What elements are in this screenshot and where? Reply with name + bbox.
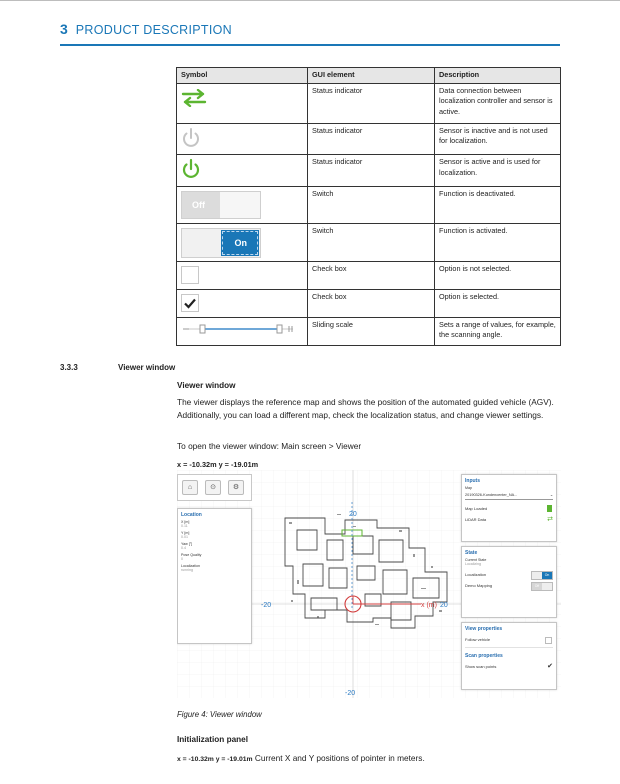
field-value: 0.4: [181, 546, 186, 550]
gui-element-cell: Status indicator: [308, 123, 435, 155]
axis-label-right: 20: [440, 602, 448, 609]
subsection-title: Viewer window: [177, 381, 236, 390]
coordinate-readout: x = -10.32m y = -19.01m: [177, 460, 259, 469]
toggle-label: On: [542, 572, 552, 579]
toggle-label: Off: [532, 583, 542, 590]
top-border: [0, 0, 620, 1]
open-instruction: To open the viewer window: Main screen > Viewer: [177, 441, 362, 451]
arrows-icon: [181, 89, 207, 107]
field-label: Y [m]: [181, 531, 190, 535]
description-cell: Sensor is active and is used for localization.: [435, 155, 561, 187]
field-label: Localization: [181, 564, 200, 568]
viewer-description: The viewer displays the reference map and shows the position of the automated guided vehicle (AGV). Additionally, you can load a different map, check the localization status, and change viewer settings.: [177, 397, 554, 421]
demo-mapping-toggle[interactable]: [531, 582, 553, 591]
description-cell: Sensor is inactive and is not used for localization.: [435, 123, 561, 155]
table-header-row: [177, 68, 561, 84]
checkbox-empty-symbol: [181, 266, 199, 284]
gui-element-cell: Check box: [308, 289, 435, 317]
checkbox-checked-symbol: [181, 294, 199, 312]
view-properties-panel: [461, 622, 557, 690]
chapter-number: 3: [60, 21, 68, 37]
symbol-cell: [177, 155, 308, 187]
demo-mapping-row: [462, 580, 556, 591]
table-row: [177, 223, 561, 261]
map-select[interactable]: [465, 491, 553, 500]
gui-element-cell: Status indicator: [308, 83, 435, 123]
description-cell: Option is selected.: [435, 289, 561, 317]
follow-vehicle-checkbox[interactable]: [545, 637, 552, 644]
description-cell: Option is not selected.: [435, 261, 561, 289]
switch-off-symbol: [181, 191, 261, 219]
table-row: [177, 123, 561, 155]
row-label: Follow vehicle: [465, 637, 491, 642]
field-value: running: [181, 568, 193, 572]
viewer-screenshot: [177, 470, 561, 698]
row-label: LiDAR Data: [465, 517, 487, 522]
gui-element-cell: Check box: [308, 261, 435, 289]
chapter-header: [60, 21, 232, 37]
section-title: Viewer window: [118, 363, 176, 372]
table-row: [177, 155, 561, 187]
row-label: Demo Mapping: [465, 583, 493, 588]
symbol-cell: [177, 317, 308, 345]
show-scan-checkbox[interactable]: ✔: [547, 663, 553, 670]
gui-element-cell: Switch: [308, 223, 435, 261]
symbol-table: [176, 67, 561, 346]
description-cell: Data connection between localization controller and sensor is active.: [435, 83, 561, 123]
axis-label-top: 20: [349, 511, 357, 518]
table-header: Description: [435, 68, 561, 84]
field-label: Pose Quality: [181, 553, 202, 557]
switch-off-label: Off: [192, 199, 205, 210]
slider-icon: [181, 322, 297, 336]
description-cell: Function is deactivated.: [435, 186, 561, 223]
map-label: Map: [465, 486, 472, 490]
map-select-value: 20190326-Kundencenter_NA...: [465, 493, 518, 497]
field-value: 0.01: [181, 535, 188, 539]
gui-element-cell: Sliding scale: [308, 317, 435, 345]
current-state-value: Localizing: [465, 562, 481, 566]
symbol-cell: [177, 289, 308, 317]
symbol-cell: [177, 186, 308, 223]
localization-toggle[interactable]: [531, 571, 553, 580]
power-off-icon: [181, 127, 201, 149]
scan-properties-title: Scan properties: [465, 653, 503, 659]
symbol-cell: [177, 223, 308, 261]
init-coords: x = -10.32m y = -19.01m: [177, 756, 253, 763]
table-row: [177, 83, 561, 123]
document-icon: [547, 505, 552, 512]
arrows-icon: ⇄: [547, 516, 553, 523]
power-on-icon: [181, 158, 201, 180]
field-label: Yaw [°]: [181, 542, 193, 546]
table-row: [177, 261, 561, 289]
table-header: Symbol: [177, 68, 308, 84]
table-row: [177, 186, 561, 223]
table-header: GUI element: [308, 68, 435, 84]
row-label: Show scan points: [465, 664, 497, 669]
gui-element-cell: Status indicator: [308, 155, 435, 187]
location-panel: [177, 508, 252, 644]
init-description: [177, 753, 425, 763]
location-title: Location: [181, 512, 202, 518]
switch-on-label: On: [234, 237, 247, 248]
init-text: Current X and Y positions of pointer in meters.: [252, 753, 425, 763]
table-row: [177, 317, 561, 345]
chapter-title: PRODUCT DESCRIPTION: [75, 23, 232, 37]
lidar-data-row: [462, 514, 556, 525]
inputs-panel: [461, 474, 557, 542]
symbol-cell: [177, 261, 308, 289]
checkmark-icon: [182, 295, 198, 311]
view-properties-title: View properties: [465, 626, 503, 632]
divider: [465, 647, 553, 648]
init-panel-title: Initialization panel: [177, 735, 248, 744]
home-button[interactable]: ⌂: [182, 480, 198, 495]
section-number: 3.3.3: [60, 363, 78, 372]
switch-on-symbol: [181, 228, 261, 258]
pin-button[interactable]: ⊙: [205, 480, 221, 495]
viewer-toolbar: [177, 474, 252, 501]
header-rule: [60, 44, 560, 46]
map-loaded-row: [462, 503, 556, 514]
description-cell: Sets a range of values, for example, the scanning angle.: [435, 317, 561, 345]
current-state-label: Current State: [465, 558, 487, 562]
symbol-cell: [177, 123, 308, 155]
field-value: 0: [181, 557, 183, 561]
localization-row: [462, 569, 556, 580]
gui-element-cell: Switch: [308, 186, 435, 223]
row-label: Map Loaded: [465, 506, 488, 511]
symbol-cell: [177, 83, 308, 123]
figure-caption: Figure 4: Viewer window: [177, 710, 262, 719]
field-value: 0.11: [181, 524, 188, 528]
settings-button[interactable]: ⚙: [228, 480, 244, 495]
state-panel: [461, 546, 557, 618]
show-scan-row: [462, 661, 556, 672]
row-label: Localization: [465, 572, 487, 577]
state-title: State: [465, 550, 478, 556]
field-label: X [m]: [181, 520, 190, 524]
follow-vehicle-row: [462, 634, 556, 645]
axis-label-bottom: -20: [345, 690, 356, 697]
description-cell: Function is activated.: [435, 223, 561, 261]
axis-label-left: -20: [261, 602, 272, 609]
inputs-title: Inputs: [465, 478, 480, 484]
chevron-down-icon: ⌄: [549, 493, 553, 497]
axis-label-xm: x (m): [421, 602, 437, 609]
table-row: [177, 289, 561, 317]
